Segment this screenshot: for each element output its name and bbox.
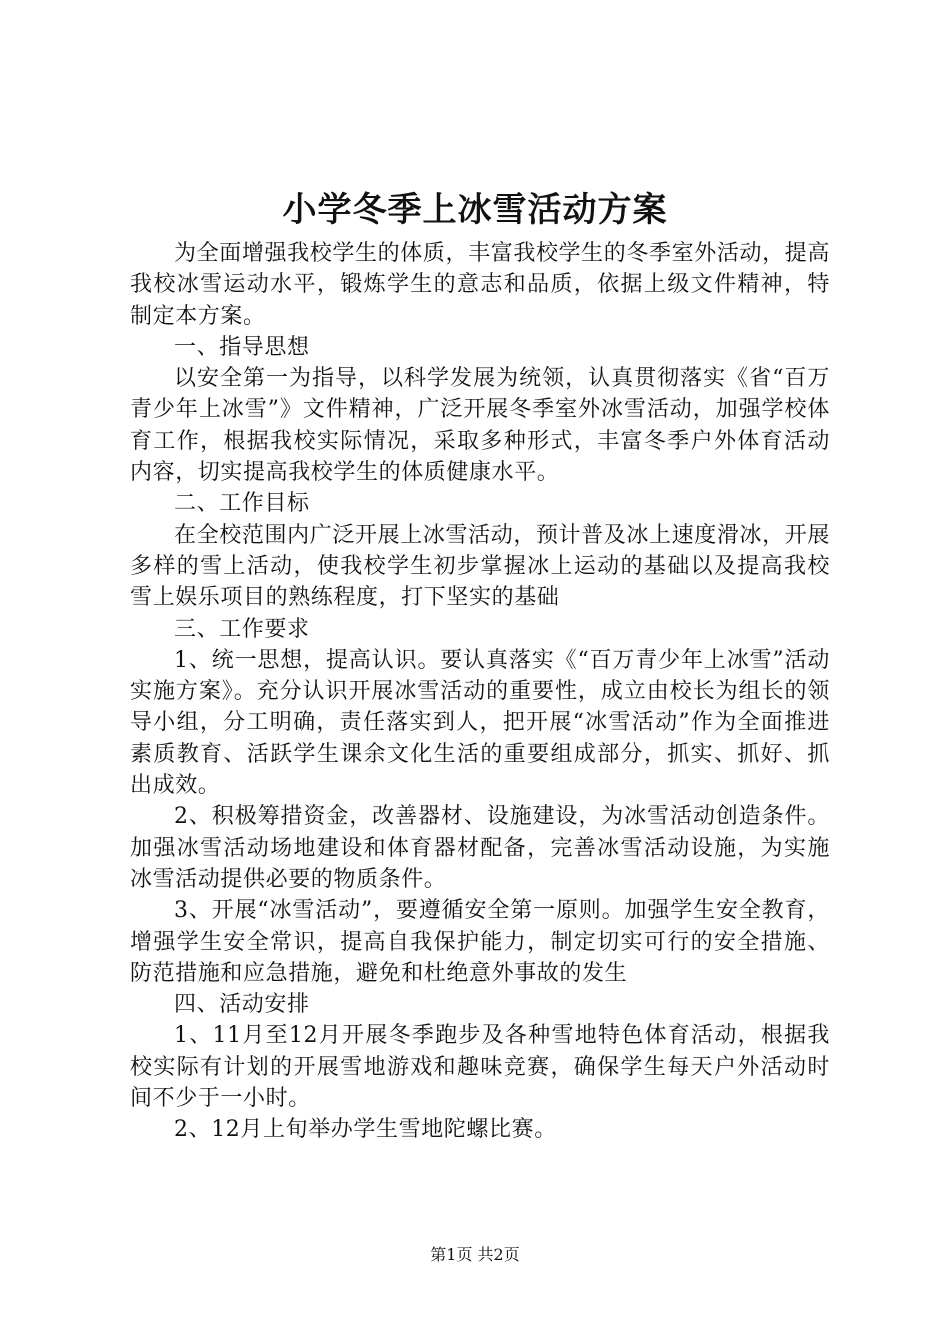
schedule-item-2: 2、12月上旬举办学生雪地陀螺比赛。 bbox=[174, 1117, 557, 1143]
section-heading-activity-schedule: 四、活动安排 bbox=[174, 992, 310, 1018]
work-goals-paragraph: 在全校范围内广泛开展上冰雪活动，预计普及冰上速度滑冰，开展多样的雪上活动，使我校学生初步掌握冰上运动的基础以及提高我校雪上娱乐项目的熟练程度，打下坚实的基础 bbox=[130, 522, 830, 611]
requirement-item-2: 2、积极筹措资金，改善器材、设施建设，为冰雪活动创造条件。加强冰雪活动场地建设和体育器材配备，完善冰雪活动设施，为实施冰雪活动提供必要的物质条件。 bbox=[130, 804, 830, 892]
intro-paragraph: 为全面增强我校学生的体质，丰富我校学生的冬季室外活动，提高我校冰雪运动水平，锻炼学生的意志和品质，依据上级文件精神，特制定本方案。 bbox=[130, 241, 830, 329]
requirement-item-3: 3、开展“冰雪活动”，要遵循安全第一原则。加强学生安全教育，增强学生安全常识，提高自我保护能力，制定切实可行的安全措施、防范措施和应急措施，避免和杜绝意外事故的发生 bbox=[130, 898, 830, 986]
document-body bbox=[130, 238, 830, 1146]
schedule-item-1: 1、11月至12月开展冬季跑步及各种雪地特色体育活动，根据我校实际有计划的开展雪地游戏和趣味竞赛，确保学生每天户外活动时间不少于一小时。 bbox=[130, 1023, 830, 1112]
section-heading-guiding-ideology: 一、指导思想 bbox=[174, 334, 310, 360]
requirement-item-1: 1、统一思想，提高认识。要认真落实《“百万青少年上冰雪”活动实施方案》。充分认识开展冰雪活动的重要性，成立由校长为组长的领导小组，分工明确，责任落实到人，把开展“冰雪活动”作为全面推进素质教育、活跃学生课余文化生活的重要组成部分，抓实、抓好、抓出成效。 bbox=[130, 647, 830, 799]
document-title: 小学冬季上冰雪活动方案 bbox=[282, 190, 668, 230]
section-heading-work-goals: 二、工作目标 bbox=[174, 491, 310, 517]
page-number-footer: 第1页 共2页 bbox=[430, 1245, 520, 1264]
guiding-ideology-paragraph: 以安全第一为指导，以科学发展为统领，认真贯彻落实《省“百万青少年上冰雪”》文件精神，广泛开展冬季室外冰雪活动，加强学校体育工作，根据我校实际情况，采取多种形式，丰富冬季户外体育活动内容，切实提高我校学生的体质健康水平。 bbox=[130, 366, 830, 486]
section-heading-work-requirements: 三、工作要求 bbox=[174, 616, 310, 642]
